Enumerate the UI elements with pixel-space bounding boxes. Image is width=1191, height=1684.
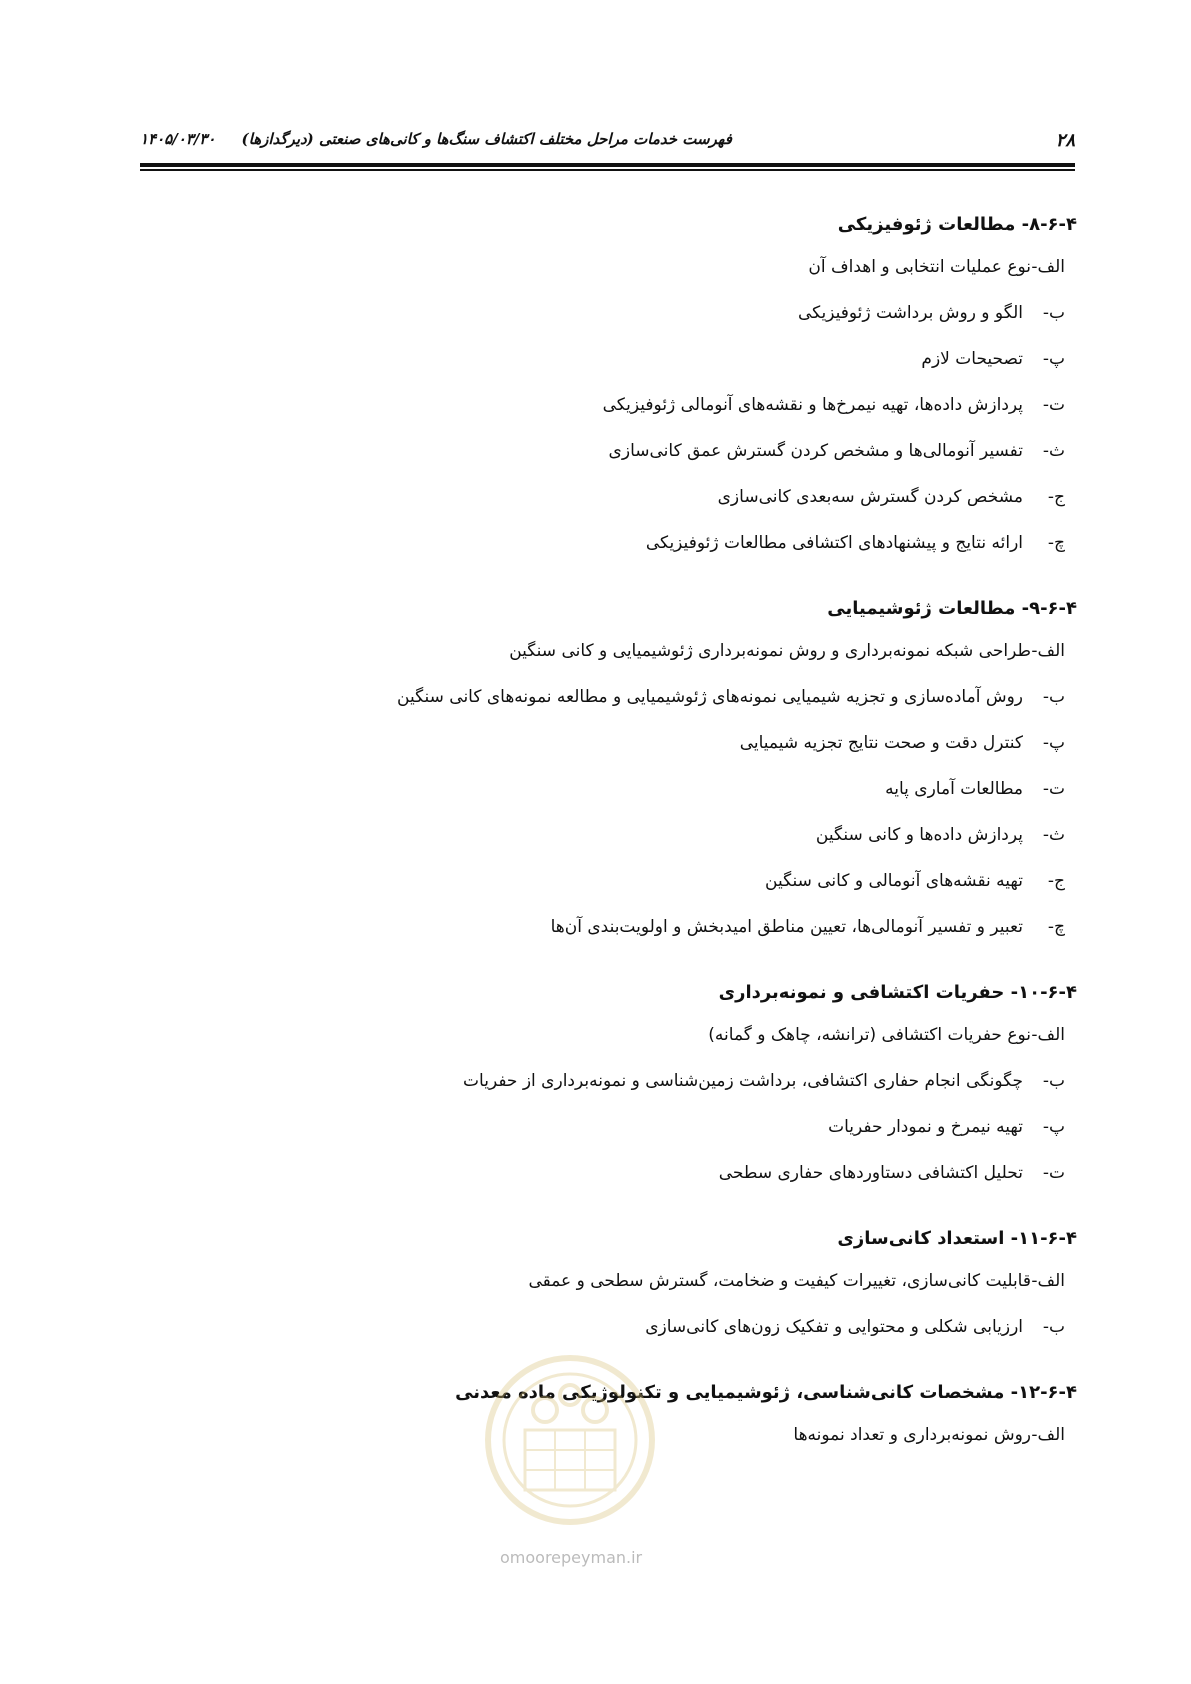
item-marker: الف- xyxy=(1031,641,1065,661)
item-marker: ج- xyxy=(1047,871,1065,891)
section-geophysics xyxy=(137,212,1077,576)
item-marker: ب- xyxy=(1042,687,1065,707)
list-item xyxy=(137,438,1077,484)
header-date: ۱۴۰۵/۰۳/۳۰ xyxy=(140,130,216,148)
list-item xyxy=(137,730,1077,776)
section-title: ۱۰-۶-۴- حفریات اکتشافی و نمونه‌برداری xyxy=(718,982,1077,1003)
item-text: مطالعات آماری پایه xyxy=(885,779,1023,799)
item-text: چگونگی انجام حفاری اکتشافی، برداشت زمین‌شناسی و نمونه‌برداری از حفریات xyxy=(463,1071,1023,1091)
header-title-line xyxy=(140,130,732,148)
item-marker: الف- xyxy=(1031,257,1065,277)
item-text: روش آماده‌سازی و تجزیه شیمیایی نمونه‌های ژئوشیمیایی و مطالعه نمونه‌های کانی سنگین xyxy=(397,687,1023,707)
section-title: ۸-۶-۴- مطالعات ژئوفیزیکی xyxy=(837,214,1077,235)
list-item xyxy=(137,1422,1077,1468)
section-exploratory-excavations xyxy=(137,980,1077,1206)
item-text: پردازش داده‌ها، تهیه نیمرخ‌ها و نقشه‌های آنومالی ژئوفیزیکی xyxy=(602,395,1023,415)
item-text: مشخص کردن گسترش سه‌بعدی کانی‌سازی xyxy=(717,487,1023,507)
page-content xyxy=(137,212,1077,1488)
item-text: تهیه نیمرخ و نمودار حفریات xyxy=(828,1117,1023,1137)
section-geochemistry xyxy=(137,596,1077,960)
list-item xyxy=(137,822,1077,868)
page-number: ۲۸ xyxy=(1055,130,1075,151)
item-text: قابلیت کانی‌سازی، تغییرات کیفیت و ضخامت، گسترش سطحی و عمقی xyxy=(528,1271,1031,1291)
list-item xyxy=(137,1068,1077,1114)
item-marker: ث- xyxy=(1042,825,1065,845)
item-text: نوع حفریات اکتشافی (ترانشه، چاهک و گمانه) xyxy=(708,1025,1031,1045)
item-text: الگو و روش برداشت ژئوفیزیکی xyxy=(797,303,1023,323)
section-title: ۱۲-۶-۴- مشخصات کانی‌شناسی، ژئوشیمیایی و تکنولوژیکی ماده معدنی xyxy=(455,1382,1077,1403)
page-header xyxy=(140,128,1075,158)
header-rule-thin xyxy=(140,169,1075,171)
list-item xyxy=(137,1022,1077,1068)
item-marker: چ- xyxy=(1047,917,1065,937)
list-item xyxy=(137,914,1077,960)
item-marker: ب- xyxy=(1042,1317,1065,1337)
list-item xyxy=(137,254,1077,300)
list-item xyxy=(137,530,1077,576)
item-text: تعبیر و تفسیر آنومالی‌ها، تعیین مناطق امیدبخش و اولویت‌بندی آن‌ها xyxy=(550,917,1023,937)
item-marker: ت- xyxy=(1042,1163,1065,1183)
list-item xyxy=(137,1160,1077,1206)
list-item xyxy=(137,1114,1077,1160)
list-item xyxy=(137,684,1077,730)
section-title: ۱۱-۶-۴- استعداد کانی‌سازی xyxy=(837,1228,1077,1249)
list-item xyxy=(137,300,1077,346)
item-marker: پ- xyxy=(1042,1117,1065,1137)
section-title: ۹-۶-۴- مطالعات ژئوشیمیایی xyxy=(827,598,1077,619)
list-item xyxy=(137,1268,1077,1314)
item-text: تصحیحات لازم xyxy=(921,349,1023,369)
item-text: کنترل دقت و صحت نتایج تجزیه شیمیایی xyxy=(739,733,1023,753)
list-item xyxy=(137,868,1077,914)
item-marker: پ- xyxy=(1042,349,1065,369)
item-marker: ث- xyxy=(1042,441,1065,461)
watermark-url: omoorepeyman.ir xyxy=(500,1548,643,1567)
item-marker: الف- xyxy=(1031,1271,1065,1291)
list-item xyxy=(137,1314,1077,1360)
item-marker: چ- xyxy=(1047,533,1065,553)
header-title: فهرست خدمات مراحل مختلف اکتشاف سنگ‌ها و کانی‌های صنعتی (دیرگدازها) xyxy=(241,130,732,148)
item-text: ارزیابی شکلی و محتوایی و تفکیک زون‌های کانی‌سازی xyxy=(645,1317,1023,1337)
list-item xyxy=(137,776,1077,822)
item-text: ارائه نتایج و پیشنهادهای اکتشافی مطالعات ژئوفیزیکی xyxy=(645,533,1023,553)
item-marker: ت- xyxy=(1042,395,1065,415)
item-marker: الف- xyxy=(1031,1025,1065,1045)
item-text: روش نمونه‌برداری و تعداد نمونه‌ها xyxy=(793,1425,1031,1445)
item-text: پردازش داده‌ها و کانی سنگین xyxy=(815,825,1023,845)
item-marker: پ- xyxy=(1042,733,1065,753)
item-text: نوع عملیات انتخابی و اهداف آن xyxy=(808,257,1031,277)
section-mineralization-potential xyxy=(137,1226,1077,1360)
item-marker: ت- xyxy=(1042,779,1065,799)
item-text: تفسیر آنومالی‌ها و مشخص کردن گسترش عمق کانی‌سازی xyxy=(608,441,1023,461)
list-item xyxy=(137,346,1077,392)
header-rule-thick xyxy=(140,163,1075,167)
item-marker: ج- xyxy=(1047,487,1065,507)
item-text: تهیه نقشه‌های آنومالی و کانی سنگین xyxy=(765,871,1023,891)
item-text: طراحی شبکه نمونه‌برداری و روش نمونه‌برداری ژئوشیمیایی و کانی سنگین xyxy=(509,641,1031,661)
item-marker: الف- xyxy=(1031,1425,1065,1445)
list-item xyxy=(137,484,1077,530)
list-item xyxy=(137,638,1077,684)
item-text: تحلیل اکتشافی دستاوردهای حفاری سطحی xyxy=(718,1163,1023,1183)
item-marker: ب- xyxy=(1042,303,1065,323)
item-marker: ب- xyxy=(1042,1071,1065,1091)
section-mineralogical-properties xyxy=(137,1380,1077,1468)
list-item xyxy=(137,392,1077,438)
